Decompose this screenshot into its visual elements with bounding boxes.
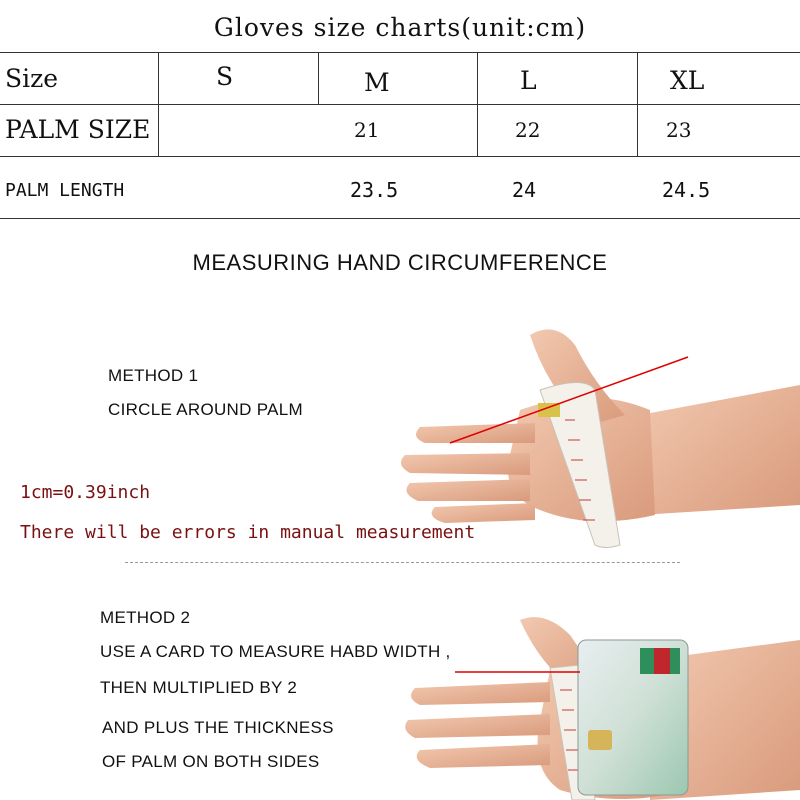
palm-size-m: 21 bbox=[354, 118, 380, 142]
hand-illustration-method1 bbox=[390, 315, 800, 555]
size-l: L bbox=[520, 66, 537, 95]
hand-illustration-method2 bbox=[400, 610, 800, 800]
method2-line3: AND PLUS THE THICKNESS bbox=[102, 718, 334, 737]
table-rule bbox=[318, 52, 319, 104]
palm-length-m: 23.5 bbox=[350, 178, 399, 202]
size-header-label: Size bbox=[5, 64, 59, 93]
size-xl: XL bbox=[670, 66, 705, 95]
method2-line2: THEN MULTIPLIED BY 2 bbox=[100, 678, 298, 697]
table-rule bbox=[0, 218, 800, 219]
method2-title: METHOD 2 bbox=[100, 608, 191, 627]
size-chart-title: Gloves size charts(unit:cm) bbox=[213, 13, 587, 42]
conversion-note: 1cm=0.39inch bbox=[20, 482, 151, 503]
measuring-heading: MEASURING HAND CIRCUMFERENCE bbox=[192, 250, 608, 275]
table-rule bbox=[0, 104, 800, 105]
table-rule bbox=[477, 52, 478, 156]
palm-length-label: PALM LENGTH bbox=[5, 180, 125, 201]
palm-length-l: 24 bbox=[512, 178, 537, 202]
method1-line1: CIRCLE AROUND PALM bbox=[108, 400, 303, 419]
method2-line1: USE A CARD TO MEASURE HABD WIDTH , bbox=[100, 642, 451, 661]
method1-title: METHOD 1 bbox=[108, 366, 199, 385]
palm-size-label: PALM SIZE bbox=[5, 115, 151, 144]
table-rule bbox=[158, 52, 159, 156]
table-rule bbox=[637, 52, 638, 156]
size-s: S bbox=[216, 62, 234, 91]
palm-size-l: 22 bbox=[515, 118, 541, 142]
table-rule bbox=[0, 156, 800, 157]
method2-line4: OF PALM ON BOTH SIDES bbox=[102, 752, 320, 771]
size-m: M bbox=[364, 68, 390, 97]
error-note: There will be errors in manual measurement bbox=[20, 522, 476, 543]
palm-size-xl: 23 bbox=[666, 118, 692, 142]
section-divider bbox=[125, 562, 680, 563]
palm-length-xl: 24.5 bbox=[662, 178, 711, 202]
table-rule bbox=[0, 52, 800, 53]
